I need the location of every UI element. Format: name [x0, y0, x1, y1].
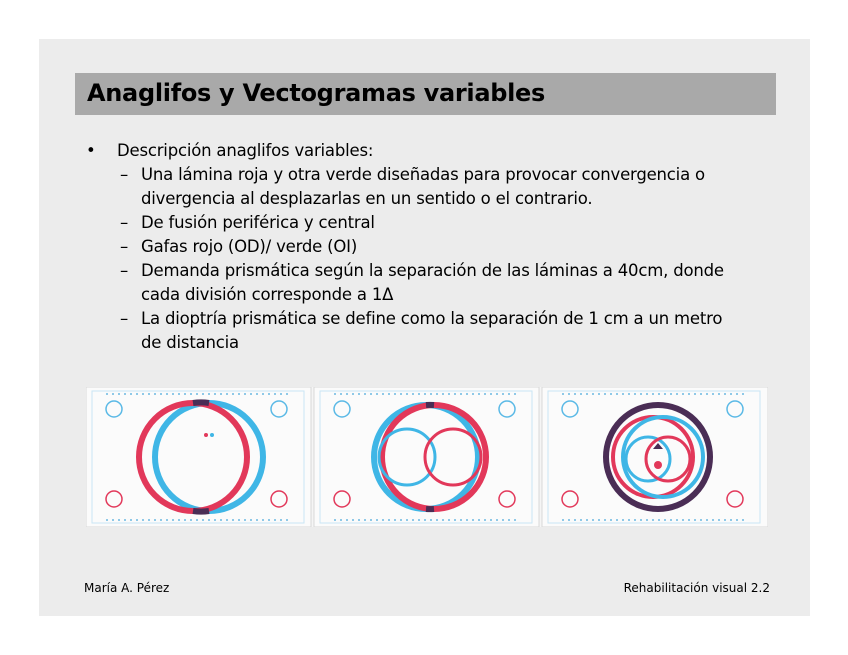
sub-item-line: Una lámina roja y otra verde diseñadas para provocar convergencia o: [141, 165, 705, 184]
sub-item: [86, 211, 766, 235]
sub-item-line: La dioptría prismática se define como la separación de 1 cm a un metro: [141, 309, 723, 328]
dash-marker: –: [120, 261, 129, 280]
anaglyph-panel-1: [86, 387, 311, 527]
dash-marker: –: [120, 237, 129, 256]
bullet-item: [86, 139, 766, 163]
bullet-list: [86, 139, 766, 355]
anaglyph-figures-svg: [86, 387, 768, 527]
dash-marker: –: [120, 213, 129, 232]
center-mark: [210, 433, 214, 437]
sub-item-line: Demanda prismática según la separación de las láminas a 40cm, donde: [141, 261, 724, 280]
sub-item: [86, 163, 766, 211]
panel-background: [86, 387, 311, 527]
anaglyph-panel-3: [542, 387, 768, 527]
center-dot: [654, 461, 662, 469]
footer-author: María A. Pérez: [84, 581, 170, 595]
sub-item-line: Gafas rojo (OD)/ verde (OI): [141, 237, 358, 256]
sub-item: [86, 235, 766, 259]
slide-title: Anaglifos y Vectogramas variables: [87, 79, 546, 107]
anaglyph-panel-2: [314, 387, 539, 527]
overlap-arc: [193, 402, 209, 403]
overlap-arc: [193, 511, 209, 512]
sub-item-line: cada división corresponde a 1Δ: [141, 285, 394, 304]
bullet-dot: •: [86, 141, 96, 160]
sub-item-line: divergencia al desplazarlas en un sentido o el contrario.: [141, 189, 593, 208]
sub-item: [86, 307, 766, 355]
footer-course: Rehabilitación visual 2.2: [623, 581, 770, 595]
slide: [39, 39, 810, 616]
dash-marker: –: [120, 309, 129, 328]
bullet-text: Descripción anaglifos variables:: [117, 141, 374, 160]
anaglyph-figures: [86, 387, 768, 527]
sub-item: [86, 259, 766, 307]
center-mark: [204, 433, 208, 437]
sub-item-line: De fusión periférica y central: [141, 213, 375, 232]
title-bar: [75, 73, 776, 115]
dash-marker: –: [120, 165, 129, 184]
sub-item-line: de distancia: [141, 333, 239, 352]
